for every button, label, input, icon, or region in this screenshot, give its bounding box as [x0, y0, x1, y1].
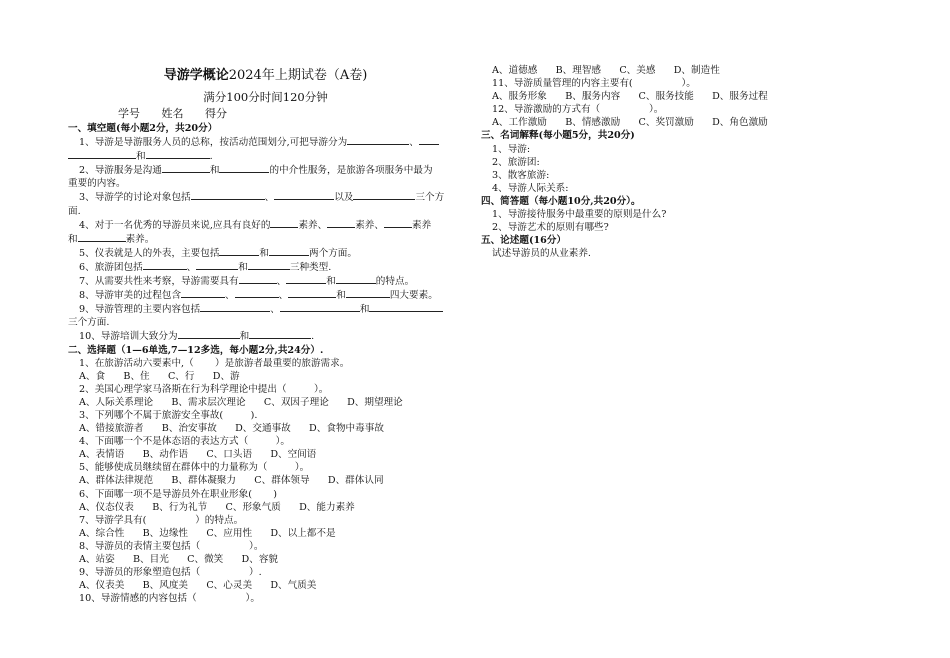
question-1: 1、导游是导游服务人员的总称，按活动范围划分,可把导游分为 、 [68, 135, 463, 149]
blank [288, 288, 336, 298]
blank [219, 163, 269, 173]
short-answer-2: 2、导游艺术的原则有哪些? [492, 222, 609, 234]
blank [270, 218, 298, 228]
blank [346, 288, 390, 298]
q6-t2: 三种类型. [289, 261, 332, 273]
q2-and: 和 [209, 165, 220, 177]
q10-and: 和 [239, 331, 250, 343]
title-rest: 2024年上期试卷（A卷) [228, 68, 368, 83]
q9-and: 和 [359, 304, 370, 316]
section-short-answer-heading: 四、简答题（每小题10分,共20分）。 [481, 195, 641, 207]
q4-t2: 素养、 [298, 219, 328, 231]
q4-and: 和 [68, 233, 78, 245]
question-4 [68, 218, 463, 232]
question-9-cont: 三个方面. [68, 317, 110, 329]
blank [336, 274, 376, 284]
right-column [481, 64, 801, 260]
q6-and: 和 [238, 261, 248, 273]
choice-10-options: A、道德感 B、理智感 C、美感 D、制造性 [492, 65, 720, 76]
blank [146, 149, 210, 159]
q4-t3: 素养、 [355, 219, 384, 231]
choice-5-options: A、群体法律规范 B、群体凝聚力 C、群体领导 D、群体认同 [79, 475, 384, 487]
blank [219, 246, 259, 256]
choice-8: 8、导游员的表情主要包括（ ）。 [79, 540, 264, 552]
choice-6-options: A、仪态仪表 B、行为礼节 C、形象气质 D、能力素养 [79, 501, 355, 513]
q7-and: 和 [326, 276, 336, 288]
choice-3-options: A、错接旅游者 B、治安事故 D、交通事故 D、食物中毒事故 [79, 423, 384, 435]
blank [235, 288, 279, 298]
blank [200, 302, 270, 312]
blank [269, 246, 309, 256]
q9-sep: 、 [270, 304, 280, 316]
q8-sep2: 、 [278, 290, 289, 302]
blank [384, 218, 412, 228]
section-terms-heading: 三、名词解释(每小题5分，共20分) [481, 130, 635, 142]
q5-t2: 两个方面。 [309, 247, 357, 259]
exam-title [68, 66, 463, 86]
short-answer-1: 1、导游接待服务中最重要的原则是什么? [492, 209, 667, 221]
blank [419, 135, 439, 145]
term-4: 4、导游人际关系: [492, 182, 569, 194]
choice-4-options: A、表情语 B、动作语 C、口头语 D、空间语 [79, 449, 317, 461]
choice-11: 11、导游质量管理的内容主要有( ）。 [492, 78, 696, 90]
left-column [68, 64, 463, 605]
essay-question: 试述导游员的从业素养. [492, 248, 591, 260]
q8-t2: 四大要素。 [389, 290, 438, 302]
q2-text: 2、导游服务是沟通 [79, 165, 162, 177]
student-info-row [68, 106, 463, 122]
question-7 [68, 274, 463, 288]
q6-sep: 、 [186, 261, 197, 273]
q3-and: 以及 [334, 192, 354, 204]
blank [78, 232, 126, 242]
question-3: 3、导游学的讨论对象包括 、 以及 三个方 [79, 192, 445, 204]
blank [274, 190, 334, 200]
choice-1: 1、在旅游活动六要素中,（ ）是旅游者最重要的旅游需求。 [79, 357, 350, 369]
choice-9: 9、导游员的形象塑造包括（ ）. [79, 567, 262, 579]
choice-8-options: A、站姿 B、目光 C、微笑 D、容貌 [79, 554, 279, 565]
blank [248, 260, 290, 270]
choice-6: 6、下面哪一项不是导游员外在职业形象( ) [79, 488, 278, 500]
blank [143, 260, 187, 270]
section-fill-blank-heading: 一、填空题(每小题2分，共20分） [68, 123, 218, 134]
question-1-cont: 和 . [68, 149, 463, 163]
q9-text: 9、导游管理的主要内容包括 [79, 304, 201, 316]
choice-3: 3、下列哪个不属于旅游安全事故( ). [79, 409, 258, 421]
q1-and: 和 [136, 151, 146, 163]
q8-sep: 、 [225, 290, 235, 302]
q4-t4: 素养 [412, 219, 432, 231]
blank [286, 274, 326, 284]
choice-1-options: A、食 B、住 C、行 D、游 [79, 370, 240, 382]
question-8 [68, 288, 463, 302]
q4-text: 4、对于一名优秀的导游员来说,应具有良好的 [79, 219, 271, 231]
choice-9-options: A、仪表美 B、风度美 C、心灵美 D、气质美 [79, 580, 317, 592]
choice-2: 2、美国心理学家马洛斯在行为科学理论中提出（ ）。 [79, 383, 329, 395]
choice-2-options: A、人际关系理论 B、需求层次理论 C、双因子理论 D、期望理论 [79, 396, 403, 408]
question-3-cont: 面. [68, 205, 81, 217]
question-10 [68, 329, 463, 343]
blank [327, 218, 355, 228]
blank [68, 149, 136, 159]
question-2 [68, 163, 463, 177]
blank [162, 163, 210, 173]
q8-and: 和 [336, 290, 346, 302]
exam-subtitle: 满分100分时间120分钟 [203, 90, 328, 104]
choice-12-options: A、工作激励 B、情感激励 C、奖罚激励 D、角色激励 [492, 117, 768, 129]
term-1: 1、导游: [492, 143, 531, 155]
question-5 [68, 246, 463, 260]
blank [239, 274, 277, 284]
term-3: 3、散客旅游: [492, 169, 550, 181]
q4-t5: 素养。 [125, 233, 155, 245]
blank [280, 302, 360, 312]
question-4-cont [68, 232, 463, 246]
choice-11-options: A、服务形象 B、服务内容 C、服务技能 D、服务过程 [492, 91, 768, 103]
q3-text2: 三个方 [415, 192, 445, 204]
q5-text: 5、仪表就是人的外表，主要包括 [79, 247, 220, 259]
q3-text: 3、导游学的讨论对象包括 [79, 192, 191, 204]
blank [369, 302, 443, 312]
question-9 [68, 302, 463, 316]
choice-7: 7、导游学具有( ）的特点。 [79, 514, 244, 526]
blank [191, 190, 265, 200]
section-essay-heading: 五、论述题(16分） [481, 235, 567, 247]
title-main: 导游学概论 [163, 68, 229, 83]
q7-t2: 的特点。 [375, 276, 415, 288]
section-choice-heading: 二、选择题（1—6单选,7—12多选，每小题2分,共24分）. [68, 344, 324, 356]
student-no-label: 学号 [118, 107, 140, 120]
choice-5: 5、能够使成员继续留在群体中的力量称为（ ）。 [79, 462, 310, 474]
choice-12: 12、导游激励的方式有（ ）。 [492, 104, 664, 116]
name-label: 姓名 [161, 107, 184, 120]
q7-text: 7、从需要共性来考察，导游需要具有 [79, 276, 239, 288]
q10-text: 10、导游培训大致分为 [79, 331, 178, 343]
q2-text2: 的中介性服务，是旅游各项服务中最为 [269, 165, 433, 177]
blank [347, 135, 409, 145]
blank [249, 329, 311, 339]
blank [353, 190, 415, 200]
blank [178, 329, 240, 339]
choice-7-options: A、综合性 B、边缘性 C、应用性 D、以上都不是 [79, 527, 336, 539]
choice-4: 4、下面哪一个不是体态语的表达方式（ ）。 [79, 436, 291, 448]
q8-text: 8、导游审美的过程包含 [79, 290, 182, 302]
choice-10: 10、导游情感的内容包括（ ）。 [79, 593, 260, 605]
blank [196, 260, 238, 270]
question-6 [68, 260, 463, 274]
term-2: 2、旅游团: [492, 156, 540, 168]
q7-sep: 、 [276, 276, 287, 288]
q10-end: . [311, 331, 315, 343]
blank [181, 288, 225, 298]
q5-and: 和 [259, 247, 270, 259]
q1-text: 1、导游是导游服务人员的总称，按活动范围划分,可把导游分为 [79, 137, 348, 149]
q6-text: 6、旅游团包括 [79, 261, 143, 273]
score-label: 得分 [205, 107, 227, 120]
question-2-cont: 重要的内容。 [68, 178, 126, 190]
